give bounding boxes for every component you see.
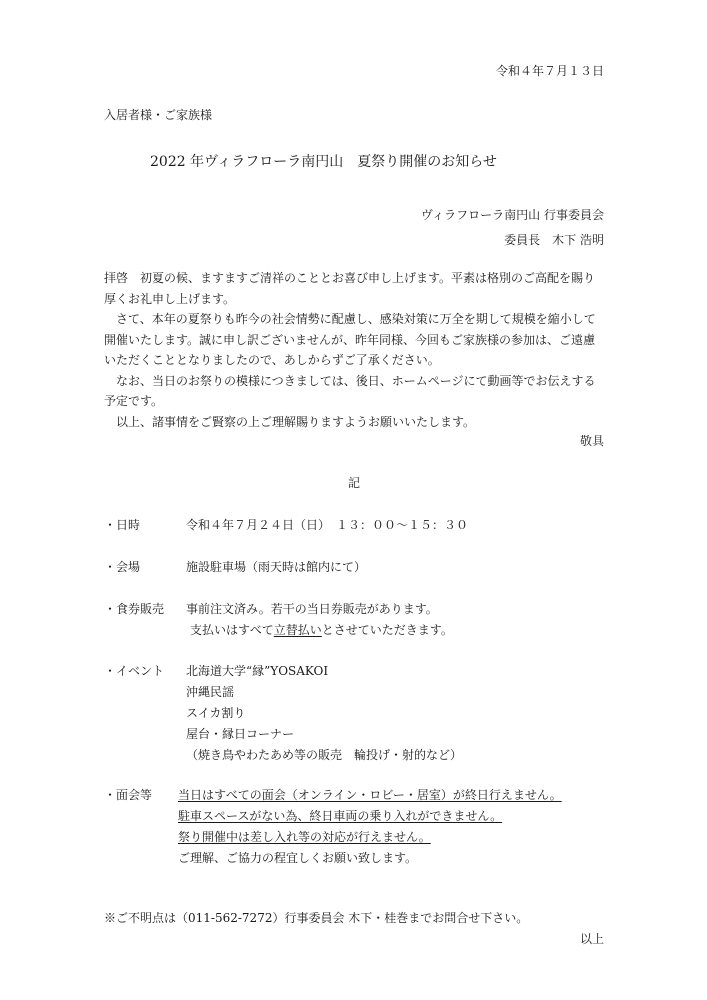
document-title: 2022 年ヴィラフローラ南円山 夏祭り開催のお知らせ: [150, 154, 497, 170]
body-paragraph: さて、本年の夏祭りも昨今の社会情勢に配慮し、感染対策に万全を期して規模を縮小して開催いたします。誠に申し訳ございませんが、昨年同様、今回もご家族様の参加は、ご遠慮いただくこととなりましたので、あしからずご了承ください。: [104, 312, 596, 367]
event-line: スイカ割り: [186, 706, 246, 720]
event-line: 沖縄民謡: [186, 685, 235, 699]
food-line2-pre: 支払いはすべて: [190, 623, 274, 637]
item-label-datetime: ・日時: [104, 518, 141, 532]
item-label-venue: ・会場: [104, 560, 141, 574]
closing-keigu: 敬具: [579, 434, 604, 448]
visit-line: 祭り開催中は差し入れ等の対応が行えません。: [178, 830, 431, 844]
food-line2-post: とさせていただきます。: [321, 623, 453, 637]
visit-line: 駐車スペースがない為、終日車両の乗り入れができません。: [178, 809, 503, 823]
item-label-food: ・食券販売: [104, 602, 165, 616]
item-label-event: ・イベント: [104, 664, 165, 678]
closing-ijou: 以上: [579, 932, 604, 946]
body-paragraph: 以上、諸事情をご賢察の上ご理解賜りますようお願いいたします。: [116, 414, 476, 429]
ki-heading: 記: [348, 476, 361, 490]
event-line: 屋台・縁日コーナー: [186, 727, 295, 741]
body-paragraph: 拝啓 初夏の候、ますますご清祥のこととお喜び申し上げます。平素は格別のご高配を賜り厚くお礼申し上げます。: [104, 271, 596, 306]
food-line2-underlined: 立替払い: [273, 623, 322, 637]
issue-date: 令和４年７月１３日: [495, 64, 604, 78]
letter-body: [104, 268, 604, 432]
visit-line: 当日はすべての面会（オンライン・ロビー・居室）が終日行えません。: [178, 788, 562, 802]
item-value-food-line2: [190, 621, 453, 638]
event-line: 北海道大学“縁”YOSAKOI: [186, 664, 329, 678]
body-paragraph: なお、当日のお祭りの模様につきましては、後日、ホームページにて動画等でお伝えする予定です。: [104, 373, 596, 408]
item-value-datetime: 令和４年７月２４日（日） １３：００〜１５：３０: [186, 518, 469, 532]
visit-line: ご理解、ご協力の程宜しくお願い致します。: [178, 851, 418, 865]
item-label-visit: ・面会等: [104, 788, 153, 802]
sender-person: 委員長 木下 浩明: [504, 233, 604, 247]
sender-org: ヴィラフローラ南円山 行事委員会: [420, 208, 604, 222]
item-value-food-line1: 事前注文済み。若干の当日券販売があります。: [186, 602, 438, 616]
contact-note: ※ご不明点は（011-562-7272）行事委員会 木下・桂巻までお問合せ下さい。: [104, 911, 529, 925]
event-line: （焼き鳥やわたあめ等の販売 輪投げ・射的など）: [186, 748, 463, 762]
addressee: 入居者様・ご家族様: [104, 108, 213, 122]
item-value-venue: 施設駐車場（雨天時は館内にて）: [186, 560, 367, 574]
